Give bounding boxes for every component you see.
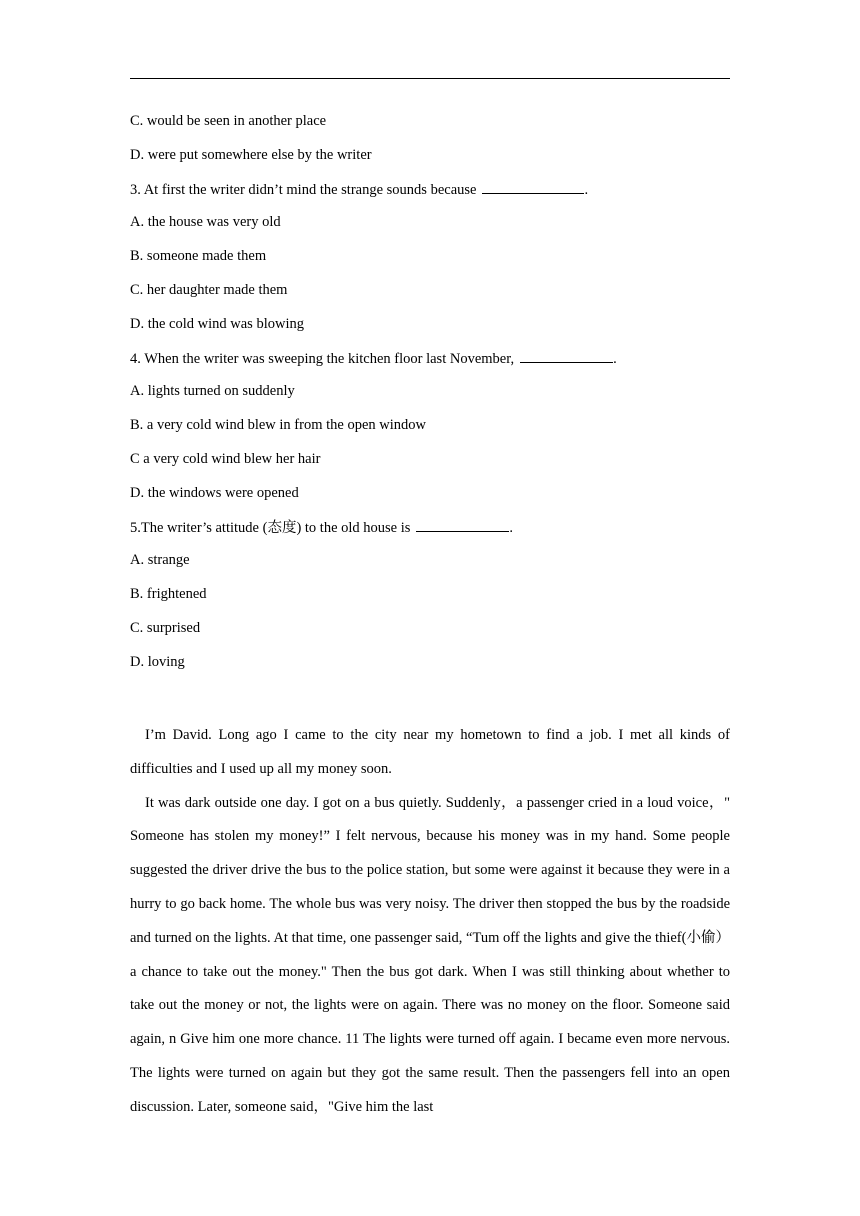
passage-paragraph-2: It was dark outside one day. I got on a bus quietly. Suddenly，a passenger cried in a loud voice，" Someone has stolen my money!” I felt nervous, because his money was in my hand. Some people suggested the driver drive the bus to the police station, but some were against it because they were in a hurry to go back home. The whole bus was very noisy. The driver then stopped the bus by the roadside and turned on the lights. At that time, one passenger said, “Tum off the lights and give the thief(小偷）a chance to take out the money." Then the bus got dark. When I was still thinking about whether to take out the money or not, the lights were on again. There was no money on the floor. Someone said again, n Give him one more chance. 11 The lights were turned off again. I became even more nervous. The lights were turned on again but they got the same result. Then the passengers fell into an open discussion. Later, someone said，"Give him the last [130,794,730,1115]
answer-blank [520,348,613,363]
question-3 [130,179,730,199]
option-3a: A. the house was very old [130,214,281,231]
option-4c: C a very cold wind blew her hair [130,450,321,467]
question-5 [130,517,730,537]
option-3c: C. her daughter made them [130,281,288,298]
answer-blank [482,179,584,194]
question-4 [130,348,730,368]
option-3b: B. someone made them [130,248,267,265]
answer-blank [416,517,509,532]
passage-paragraph-1: I’m David. Long ago I came to the city near my hometown to find a job. I met all kinds of difficulties and I used up all my money soon. [130,727,730,777]
option-4b: B. a very cold wind blew in from the open window [130,417,426,434]
option-5c: C. surprised [130,619,201,636]
question-5-period: . [509,519,514,536]
option-5b: B. frightened [130,586,207,603]
question-4-period: . [613,350,617,367]
option-5a: A. strange [130,552,190,569]
option-5d: D. loving [130,653,185,670]
header-rule [130,78,730,79]
option-3d: D. the cold wind was blowing [130,315,304,332]
question-3-text: 3. At first the writer didn’t mind the strange sounds because [130,181,477,198]
option-4a: A. lights turned on suddenly [130,383,295,400]
question-5-text: 5.The writer’s attitude (态度) to the old house is [130,519,411,536]
question-3-period: . [584,181,589,198]
option-2c: C. would be seen in another place [130,113,327,129]
reading-passage [130,719,730,1125]
option-2d: D. were put somewhere else by the writer [130,146,372,163]
question-list [130,111,730,686]
question-4-text: 4. When the writer was sweeping the kitchen floor last November, [130,350,515,367]
option-4d: D. the windows were opened [130,484,299,501]
